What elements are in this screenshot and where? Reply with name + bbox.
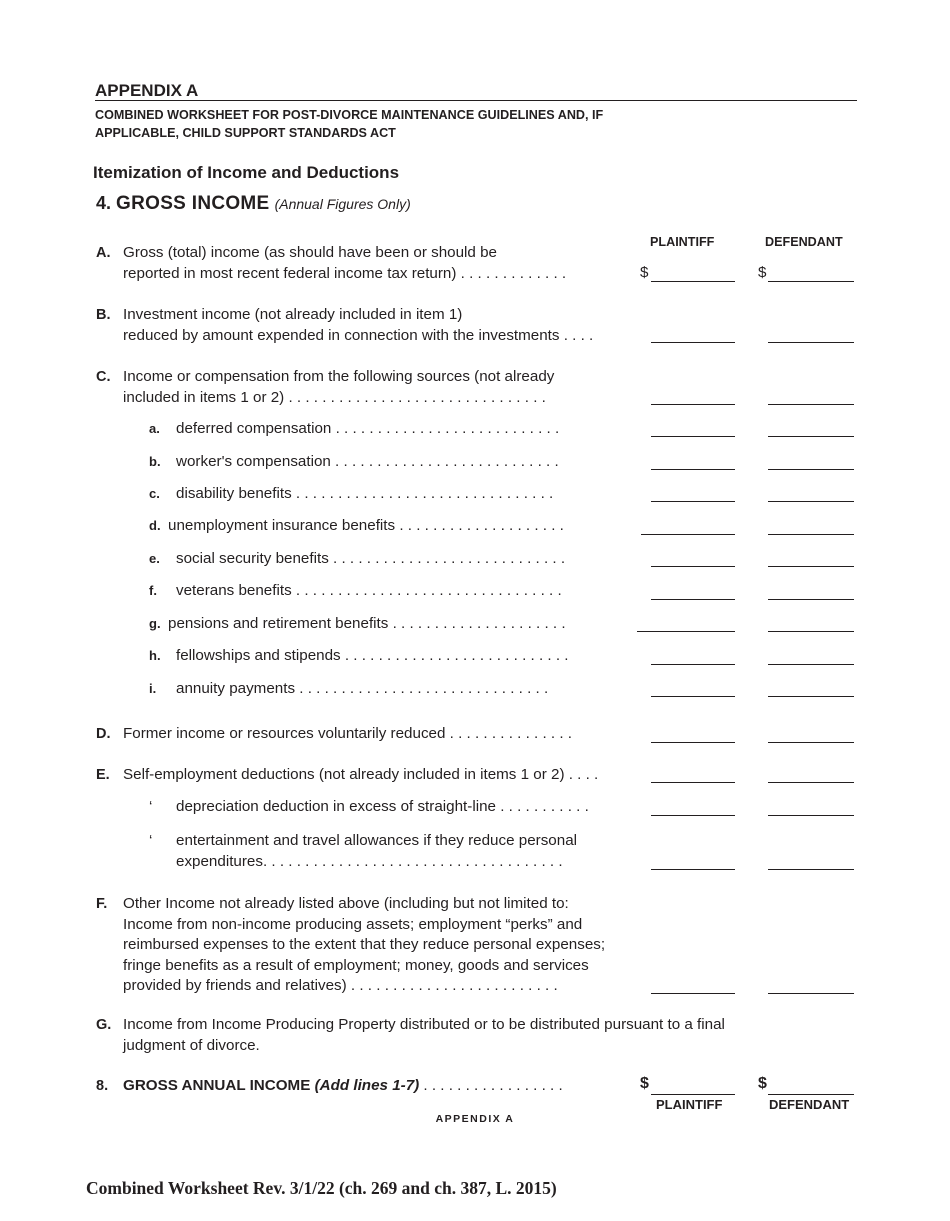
item-f-defendant-field[interactable]	[768, 993, 854, 994]
sub-text: social security benefits . . . . . . . . . . . . . . . . . . . . . . . . . . . .	[176, 550, 566, 567]
sub-label: c.	[149, 486, 160, 501]
item-c-e	[149, 549, 565, 570]
item-c-letter: C.	[96, 369, 111, 385]
item-d	[96, 724, 572, 745]
item-e-sub-1-plaintiff-field[interactable]	[651, 815, 735, 816]
sub-text: unemployment insurance benefits . . . . . . . . . . . . . . . . . . . .	[168, 517, 564, 534]
sub-label: g.	[149, 616, 161, 631]
item-g-line2: judgment of divorce.	[123, 1036, 260, 1054]
item-c-g	[149, 614, 566, 635]
item-c-defendant-field[interactable]	[768, 404, 854, 405]
item-a	[96, 243, 566, 284]
bullet: ‘	[149, 832, 153, 849]
total-dots: . . . . . . . . . . . . . . . . .	[419, 1077, 563, 1094]
item-c-b-plaintiff-field[interactable]	[651, 469, 735, 470]
item-a-line2: reported in most recent federal income tax return) . . . . . . . . . . . . .	[123, 264, 567, 282]
item-f-line: fringe benefits as a result of employment; money, goods and services	[123, 956, 589, 974]
total-defendant-field[interactable]	[768, 1094, 854, 1095]
item-c-d-plaintiff-field[interactable]	[641, 534, 735, 535]
item-f-line: provided by friends and relatives) . . . . . . . . . . . . . . . . . . . . . . . . .	[123, 977, 558, 994]
item-d-plaintiff-field[interactable]	[651, 742, 735, 743]
section-title: Itemization of Income and Deductions	[93, 163, 400, 182]
worksheet-subtitle	[95, 106, 603, 142]
defendant-column-header: DEFENDANT	[765, 235, 843, 249]
item-g	[96, 1015, 725, 1056]
sub-text: worker's compensation . . . . . . . . . . . . . . . . . . . . . . . . . . .	[176, 453, 559, 470]
item-c-a	[149, 419, 559, 440]
item-d-defendant-field[interactable]	[768, 742, 854, 743]
item-c-e-defendant-field[interactable]	[768, 566, 854, 567]
sub-text: veterans benefits . . . . . . . . . . . . . . . . . . . . . . . . . . . . . . . .	[176, 582, 562, 599]
item-b-defendant-field[interactable]	[768, 342, 854, 343]
gross-income-heading	[96, 193, 411, 215]
item-e-defendant-field[interactable]	[768, 782, 854, 783]
gross-income-label: GROSS INCOME	[116, 193, 270, 214]
item-a-plaintiff-field[interactable]	[651, 281, 735, 282]
item-e-plaintiff-field[interactable]	[651, 782, 735, 783]
item-e-line1: Self-employment deductions (not already included in items 1 or 2) . . . .	[123, 766, 599, 783]
bullet: ‘	[149, 798, 153, 815]
item-c-line1: Income or compensation from the following sources (not already	[123, 368, 555, 385]
item-c-f-defendant-field[interactable]	[768, 599, 854, 600]
subtitle-line-1: COMBINED WORKSHEET FOR POST-DIVORCE MAINTENANCE GUIDELINES AND, IF	[95, 108, 604, 122]
item-e-sub-2-plaintiff-field[interactable]	[651, 869, 735, 870]
item-c-f-plaintiff-field[interactable]	[651, 599, 735, 600]
item-f-letter: F.	[96, 896, 108, 912]
item-c-a-defendant-field[interactable]	[768, 436, 854, 437]
sub-label: h.	[149, 648, 161, 663]
item-c-d-defendant-field[interactable]	[768, 534, 854, 535]
header-rule	[95, 100, 857, 101]
appendix-title: APPENDIX A	[95, 81, 199, 100]
item-b	[96, 305, 593, 346]
item-g-letter: G.	[96, 1017, 112, 1033]
item-a-defendant-field[interactable]	[768, 281, 854, 282]
item-a-defendant-currency: $	[758, 264, 767, 281]
item-c-c-defendant-field[interactable]	[768, 501, 854, 502]
gross-annual-income-row	[96, 1076, 563, 1097]
sub-label: a.	[149, 421, 160, 436]
gross-income-note: (Annual Figures Only)	[274, 196, 411, 212]
item-c-i-plaintiff-field[interactable]	[651, 696, 735, 697]
item-c-g-defendant-field[interactable]	[768, 631, 854, 632]
sub-text-1: entertainment and travel allowances if they reduce personal	[176, 832, 578, 849]
item-b-plaintiff-field[interactable]	[651, 342, 735, 343]
item-c-i-defendant-field[interactable]	[768, 696, 854, 697]
item-c-e-plaintiff-field[interactable]	[651, 566, 735, 567]
sub-text: pensions and retirement benefits . . . . . . . . . . . . . . . . . . . . .	[168, 615, 566, 632]
item-c-c-plaintiff-field[interactable]	[651, 501, 735, 502]
item-c-plaintiff-field[interactable]	[651, 404, 735, 405]
sub-text: fellowships and stipends . . . . . . . . . . . . . . . . . . . . . . . . . . .	[176, 647, 569, 664]
item-c-i	[149, 679, 548, 700]
total-plaintiff-field[interactable]	[651, 1094, 735, 1095]
item-f-line: reimbursed expenses to the extent that they reduce personal expenses;	[123, 936, 606, 953]
item-f	[96, 894, 605, 997]
item-c-d	[149, 516, 564, 537]
sub-text: deferred compensation . . . . . . . . . . . . . . . . . . . . . . . . . . .	[176, 420, 560, 437]
sub-text: depreciation deduction in excess of straight-line . . . . . . . . . . .	[176, 798, 589, 815]
item-c-h-plaintiff-field[interactable]	[651, 664, 735, 665]
plaintiff-column-header: PLAINTIFF	[650, 235, 715, 249]
total-note: (Add lines 1-7)	[314, 1077, 420, 1094]
item-e	[96, 765, 598, 786]
sub-text: disability benefits . . . . . . . . . . . . . . . . . . . . . . . . . . . . . . .	[176, 485, 554, 502]
item-c	[96, 367, 554, 408]
item-d-letter: D.	[96, 726, 111, 742]
item-c-g-plaintiff-field[interactable]	[637, 631, 735, 632]
item-c-b-defendant-field[interactable]	[768, 469, 854, 470]
item-c-line2: included in items 1 or 2) . . . . . . . . . . . . . . . . . . . . . . . . . . . . . . .	[123, 388, 546, 406]
item-c-c	[149, 484, 553, 505]
item-b-letter: B.	[96, 307, 111, 323]
item-c-h	[149, 646, 569, 667]
item-c-f	[149, 581, 562, 602]
item-e-sub-2-defendant-field[interactable]	[768, 869, 854, 870]
sub-label: b.	[149, 454, 161, 469]
total-defendant-label: DEFENDANT	[769, 1097, 850, 1112]
sub-text-2: expenditures. . . . . . . . . . . . . . . . . . . . . . . . . . . . . . . . . . . .	[176, 852, 563, 870]
item-f-line: Income from non-income producing assets; employment “perks” and	[123, 915, 583, 933]
item-e-sub-1-defendant-field[interactable]	[768, 815, 854, 816]
total-plaintiff-currency: $	[640, 1075, 649, 1092]
total-number: 8.	[96, 1078, 109, 1094]
total-label: GROSS ANNUAL INCOME	[123, 1077, 311, 1094]
item-a-plaintiff-currency: $	[640, 264, 649, 281]
item-e-letter: E.	[96, 767, 110, 783]
sub-label: d.	[149, 518, 161, 533]
item-b-line1: Investment income (not already included in item 1)	[123, 306, 463, 323]
item-a-letter: A.	[96, 245, 111, 261]
subtitle-line-2: APPLICABLE, CHILD SUPPORT STANDARDS ACT	[95, 126, 396, 140]
item-e-sub-1	[149, 797, 589, 818]
sub-label: f.	[149, 583, 157, 598]
item-c-b	[149, 452, 559, 473]
section-number: 4.	[96, 193, 112, 213]
item-b-line2: reduced by amount expended in connection with the investments . . . .	[123, 326, 594, 344]
appendix-footer: APPENDIX A	[435, 1113, 515, 1125]
sub-label: e.	[149, 551, 160, 566]
item-c-a-plaintiff-field[interactable]	[651, 436, 735, 437]
sub-label: i.	[149, 681, 157, 696]
item-d-line1: Former income or resources voluntarily reduced . . . . . . . . . . . . . . .	[123, 725, 573, 742]
total-plaintiff-label: PLAINTIFF	[656, 1097, 723, 1112]
item-c-h-defendant-field[interactable]	[768, 664, 854, 665]
item-a-line1: Gross (total) income (as should have been or should be	[123, 244, 497, 261]
item-e-sub-2	[149, 831, 577, 872]
item-g-line1: Income from Income Producing Property distributed or to be distributed pursuant to a final	[123, 1016, 725, 1033]
total-defendant-currency: $	[758, 1075, 767, 1092]
item-f-plaintiff-field[interactable]	[651, 993, 735, 994]
item-f-line: Other Income not already listed above (including but not limited to:	[123, 895, 569, 912]
sub-text: annuity payments . . . . . . . . . . . . . . . . . . . . . . . . . . . . . .	[176, 680, 549, 697]
revision-note: Combined Worksheet Rev. 3/1/22 (ch. 269 and ch. 387, L. 2015)	[86, 1178, 557, 1198]
